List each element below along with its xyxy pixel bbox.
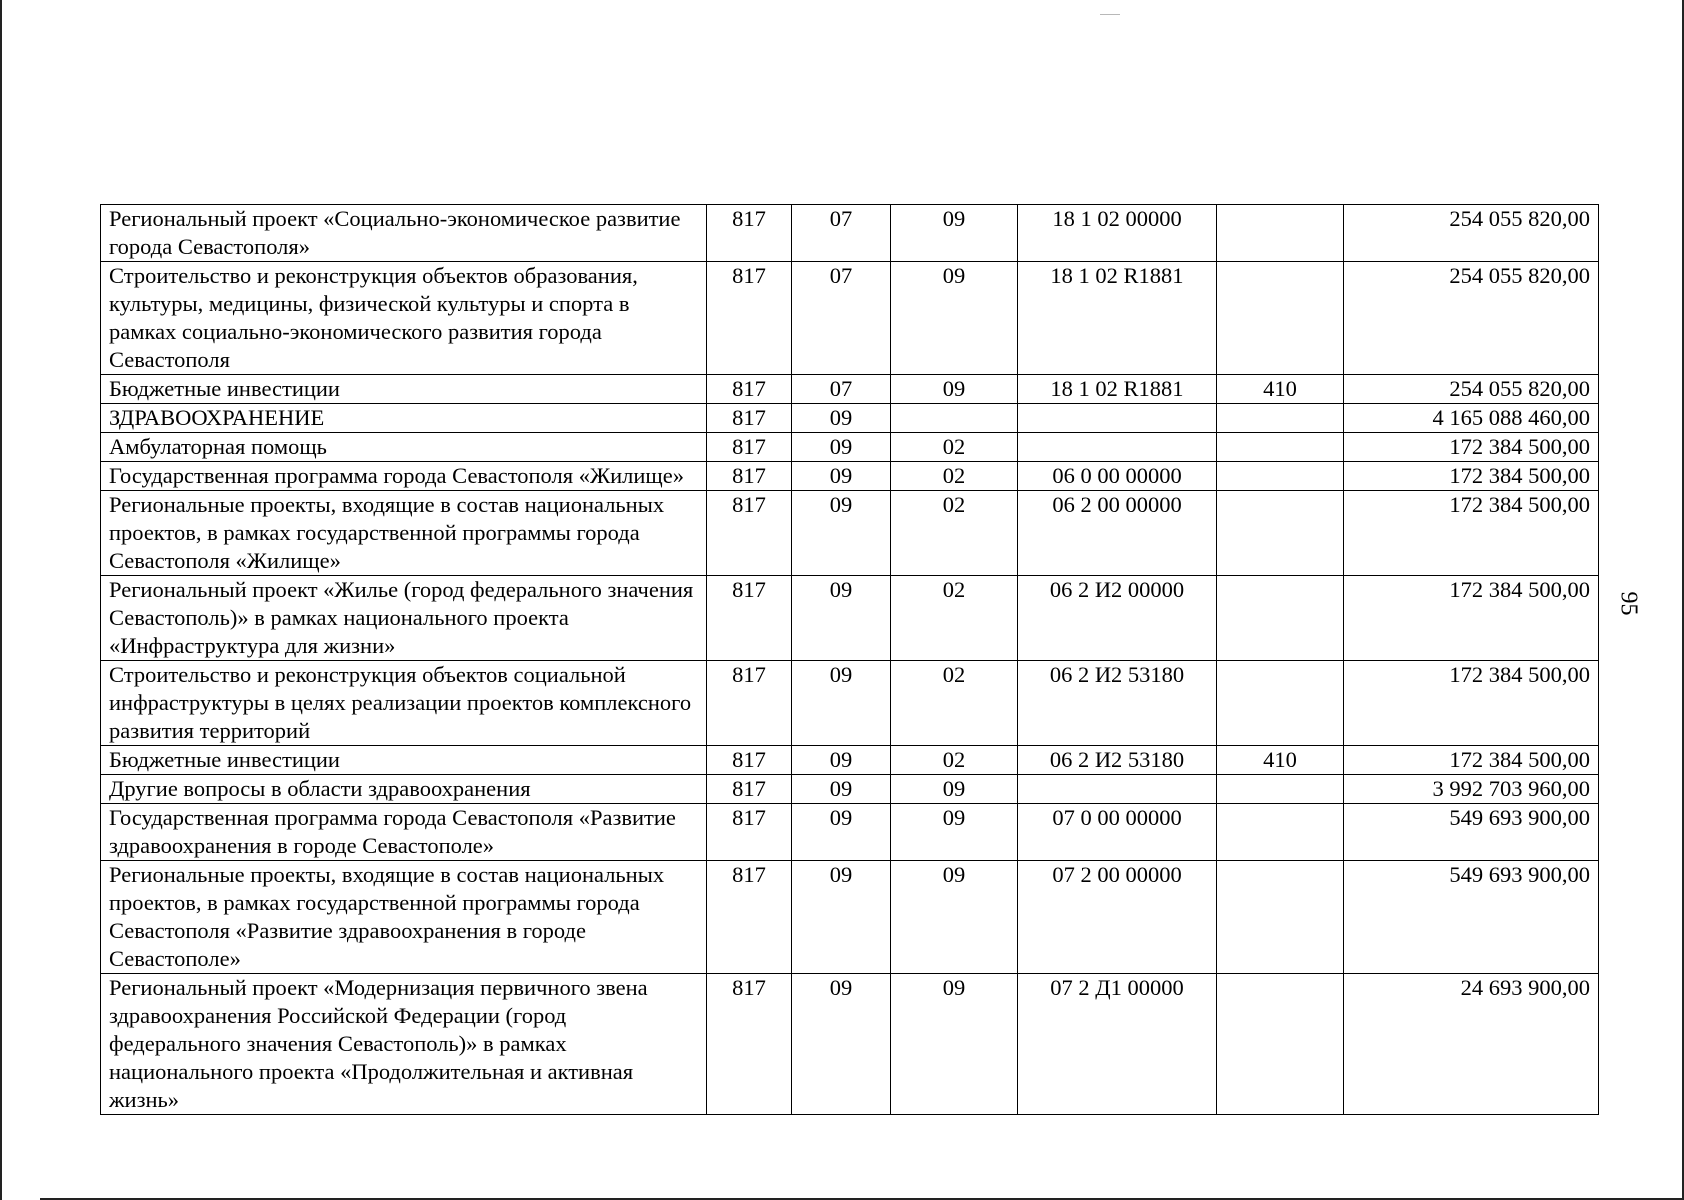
item-name-cell: Региональные проекты, входящие в состав национальных проектов, в рамках государственной программы города Севастополя «Развитие здравоохранения в городе Севастополе» — [101, 861, 707, 974]
target-article-cell: 07 2 00 00000 — [1018, 861, 1217, 974]
amount-cell: 172 384 500,00 — [1344, 433, 1599, 462]
subsection-code-cell: 09 — [891, 974, 1018, 1115]
subsection-code-cell: 02 — [891, 491, 1018, 576]
section-code-cell: 09 — [792, 576, 891, 661]
subsection-code-cell: 09 — [891, 375, 1018, 404]
table-row — [101, 462, 1599, 491]
target-article-cell: 06 2 00 00000 — [1018, 491, 1217, 576]
target-article-cell: 18 1 02 R1881 — [1018, 375, 1217, 404]
expense-type-cell — [1217, 576, 1344, 661]
table-row — [101, 404, 1599, 433]
table-row — [101, 491, 1599, 576]
section-code-cell: 09 — [792, 974, 891, 1115]
subsection-code-cell: 09 — [891, 804, 1018, 861]
target-article-cell — [1018, 433, 1217, 462]
section-code-cell: 09 — [792, 462, 891, 491]
expense-type-cell — [1217, 661, 1344, 746]
section-code-cell: 07 — [792, 262, 891, 375]
amount-cell: 172 384 500,00 — [1344, 746, 1599, 775]
section-code-cell: 09 — [792, 746, 891, 775]
ved-code-cell: 817 — [707, 262, 792, 375]
item-name-cell: Строительство и реконструкция объектов образования, культуры, медицины, физической культуры и спорта в рамках социально-экономического развития города Севастополя — [101, 262, 707, 375]
table-row — [101, 775, 1599, 804]
table-row — [101, 974, 1599, 1115]
subsection-code-cell: 09 — [891, 205, 1018, 262]
item-name-cell: Бюджетные инвестиции — [101, 746, 707, 775]
section-code-cell: 09 — [792, 804, 891, 861]
amount-cell: 549 693 900,00 — [1344, 861, 1599, 974]
expense-type-cell — [1217, 491, 1344, 576]
item-name-cell: Государственная программа города Севастополя «Развитие здравоохранения в городе Севастополе» — [101, 804, 707, 861]
ved-code-cell: 817 — [707, 661, 792, 746]
subsection-code-cell: 02 — [891, 746, 1018, 775]
ved-code-cell: 817 — [707, 746, 792, 775]
expense-type-cell: 410 — [1217, 375, 1344, 404]
section-code-cell: 09 — [792, 775, 891, 804]
item-name-cell: ЗДРАВООХРАНЕНИЕ — [101, 404, 707, 433]
item-name-cell: Региональный проект «Модернизация первичного звена здравоохранения Российской Федерации (город федерального значения Севастополь)» в рамках национального проекта «Продолжительная и активная жизнь» — [101, 974, 707, 1115]
amount-cell: 172 384 500,00 — [1344, 576, 1599, 661]
expense-type-cell — [1217, 462, 1344, 491]
target-article-cell — [1018, 404, 1217, 433]
ved-code-cell: 817 — [707, 974, 792, 1115]
expense-type-cell — [1217, 804, 1344, 861]
expense-type-cell — [1217, 404, 1344, 433]
ved-code-cell: 817 — [707, 804, 792, 861]
item-name-cell: Бюджетные инвестиции — [101, 375, 707, 404]
table-row — [101, 433, 1599, 462]
ved-code-cell: 817 — [707, 576, 792, 661]
page-number: 95 — [1615, 591, 1642, 616]
item-name-cell: Региональный проект «Жилье (город федерального значения Севастополь)» в рамках национального проекта «Инфраструктура для жизни» — [101, 576, 707, 661]
target-article-cell: 07 2 Д1 00000 — [1018, 974, 1217, 1115]
table-row — [101, 746, 1599, 775]
expense-type-cell: 410 — [1217, 746, 1344, 775]
budget-table — [100, 204, 1599, 1115]
target-article-cell: 18 1 02 00000 — [1018, 205, 1217, 262]
section-code-cell: 09 — [792, 861, 891, 974]
amount-cell: 254 055 820,00 — [1344, 205, 1599, 262]
amount-cell: 254 055 820,00 — [1344, 375, 1599, 404]
target-article-cell: 06 2 И2 00000 — [1018, 576, 1217, 661]
table-row — [101, 861, 1599, 974]
expense-type-cell — [1217, 262, 1344, 375]
amount-cell: 172 384 500,00 — [1344, 462, 1599, 491]
ved-code-cell: 817 — [707, 462, 792, 491]
table-row — [101, 262, 1599, 375]
ved-code-cell: 817 — [707, 205, 792, 262]
target-article-cell: 18 1 02 R1881 — [1018, 262, 1217, 375]
amount-cell: 172 384 500,00 — [1344, 661, 1599, 746]
expense-type-cell — [1217, 775, 1344, 804]
subsection-code-cell: 02 — [891, 661, 1018, 746]
scan-mark — [1100, 14, 1120, 15]
subsection-code-cell: 02 — [891, 433, 1018, 462]
item-name-cell: Другие вопросы в области здравоохранения — [101, 775, 707, 804]
ved-code-cell: 817 — [707, 433, 792, 462]
table-body — [101, 205, 1599, 1115]
section-code-cell: 07 — [792, 205, 891, 262]
table-row — [101, 375, 1599, 404]
table-row — [101, 205, 1599, 262]
target-article-cell: 07 0 00 00000 — [1018, 804, 1217, 861]
subsection-code-cell: 09 — [891, 861, 1018, 974]
target-article-cell: 06 2 И2 53180 — [1018, 661, 1217, 746]
expense-type-cell — [1217, 433, 1344, 462]
subsection-code-cell: 02 — [891, 462, 1018, 491]
expense-type-cell — [1217, 205, 1344, 262]
ved-code-cell: 817 — [707, 404, 792, 433]
ved-code-cell: 817 — [707, 491, 792, 576]
amount-cell: 172 384 500,00 — [1344, 491, 1599, 576]
section-code-cell: 09 — [792, 661, 891, 746]
amount-cell: 4 165 088 460,00 — [1344, 404, 1599, 433]
page-edge-left — [0, 0, 2, 1200]
target-article-cell — [1018, 775, 1217, 804]
section-code-cell: 09 — [792, 433, 891, 462]
subsection-code-cell: 09 — [891, 262, 1018, 375]
subsection-code-cell — [891, 404, 1018, 433]
amount-cell: 254 055 820,00 — [1344, 262, 1599, 375]
item-name-cell: Строительство и реконструкция объектов социальной инфраструктуры в целях реализации проектов комплексного развития территорий — [101, 661, 707, 746]
ved-code-cell: 817 — [707, 861, 792, 974]
target-article-cell: 06 2 И2 53180 — [1018, 746, 1217, 775]
table-row — [101, 804, 1599, 861]
expense-type-cell — [1217, 861, 1344, 974]
table-row — [101, 576, 1599, 661]
section-code-cell: 09 — [792, 404, 891, 433]
table-row — [101, 661, 1599, 746]
amount-cell: 24 693 900,00 — [1344, 974, 1599, 1115]
subsection-code-cell: 09 — [891, 775, 1018, 804]
item-name-cell: Государственная программа города Севастополя «Жилище» — [101, 462, 707, 491]
section-code-cell: 09 — [792, 491, 891, 576]
item-name-cell: Региональные проекты, входящие в состав национальных проектов, в рамках государственной программы города Севастополя «Жилище» — [101, 491, 707, 576]
ved-code-cell: 817 — [707, 775, 792, 804]
expense-type-cell — [1217, 974, 1344, 1115]
ved-code-cell: 817 — [707, 375, 792, 404]
item-name-cell: Региональный проект «Социально-экономическое развитие города Севастополя» — [101, 205, 707, 262]
amount-cell: 3 992 703 960,00 — [1344, 775, 1599, 804]
target-article-cell: 06 0 00 00000 — [1018, 462, 1217, 491]
subsection-code-cell: 02 — [891, 576, 1018, 661]
section-code-cell: 07 — [792, 375, 891, 404]
item-name-cell: Амбулаторная помощь — [101, 433, 707, 462]
amount-cell: 549 693 900,00 — [1344, 804, 1599, 861]
